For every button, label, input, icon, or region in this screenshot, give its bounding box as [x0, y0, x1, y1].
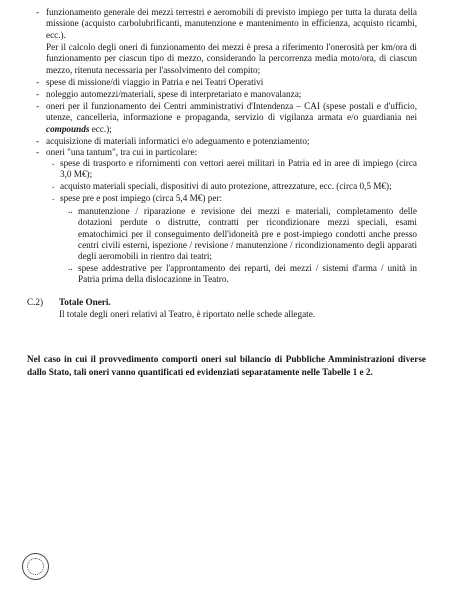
subitem-pre-post-impiego: spese pre e post impiego (circa 5,4 M€) per: [60, 193, 223, 203]
subitem-materiali-speciali: acquisto materiali speciali, dispositivi di auto protezione, attrezzature, ecc. (circa 0,5 M€); [60, 181, 392, 191]
bullet-dash: - [36, 136, 40, 146]
list-item-una-tantum: oneri "una tantum", tra cui in particolare: [46, 147, 198, 157]
bullet-sub: . [52, 192, 55, 202]
bullet-sub: . [52, 180, 55, 190]
section-number: C.2) [27, 297, 44, 307]
bullet-dash: - [36, 89, 40, 99]
bullet-dash: - [36, 77, 40, 87]
bullet-subsub: .. [68, 262, 73, 272]
bullet-dash: - [36, 147, 40, 157]
list-item-funzionamento: funzionamento generale dei mezzi terrestri e aeromobili di previsto impiego per tutta la durata della missione (acquisto carbolubrificanti, manutenzione e mantenimento in efficienza, acquisto ricambi, ecc.). [46, 7, 417, 40]
compounds-term: compounds [46, 123, 90, 134]
list-item-oneri-cai [46, 101, 417, 135]
list-item-noleggio: noleggio automezzi/materiali, spese di interpretariato e manovalanza; [46, 89, 302, 99]
bullet-dash: - [36, 101, 40, 111]
oneri-cai-text: oneri per il funzionamento dei Centri amministrativi d'Intendenza – CAI (spese postali e d'ufficio, utenze, cancelleria, informazione e propaganda, servizio di vigilanza armata e/o guardiania nei [46, 101, 417, 123]
list-item-spese-missione: spese di missione/di viaggio in Patria e nei Teatri Operativi [46, 77, 264, 87]
section-text: Il totale degli oneri relativi al Teatro, è riportato nelle schede allegate. [59, 309, 316, 319]
bullet-sub: . [52, 157, 55, 167]
list-item-acquisizione: acquisizione di materiali informatici e/o adeguamento e potenziamento; [46, 136, 310, 146]
subsubitem-manutenzione: manutenzione / riparazione e revisione dei mezzi e materiali, completamento delle dotazioni perdute o distrutte, contratti per ricondizionare mezzi speciali, esami ematochimici per il conseguimento dell'idoneità pre e post-impiego condotti anche presso centri civili esterni, ispezione / revisione / manutenzione / ricondizionamento degli apparati degli aeromobili in rientro dai teatri; [78, 206, 417, 262]
paragraph-calcolo-oneri: Per il calcolo degli oneri di funzionamento dei mezzi è presa a riferimento l'onerosità per km/ora di funzionamento per ciascun tipo di mezzo, considerando la percorrenza media moto/ora, di ciascun mezzo, ritenuta necessaria per l'assolvimento del compito; [46, 42, 417, 75]
stamp-seal-icon [22, 553, 49, 580]
oneri-cai-end: ecc.); [89, 123, 112, 134]
bullet-dash: - [36, 7, 40, 17]
subitem-trasporto: spese di trasporto e rifornimenti con vettori aerei militari in Patria ed in aree di impiego (circa 3,0 M€); [60, 158, 417, 180]
section-title: Totale Oneri. [59, 297, 111, 307]
subsubitem-addestrative: spese addestrative per l'approntamento dei reparti, dei mezzi / sistemi d'arma / unità in Patria prima della dislocazione in Teatro. [78, 263, 417, 285]
note-paragraph: Nel caso in cui il provvedimento comporti oneri sul bilancio di Pubbliche Amministrazioni diverse dallo Stato, tali oneri vanno quantificati ed evidenziati separatamente nelle Tabelle 1 e 2. [27, 354, 426, 377]
bullet-subsub: .. [68, 205, 73, 215]
